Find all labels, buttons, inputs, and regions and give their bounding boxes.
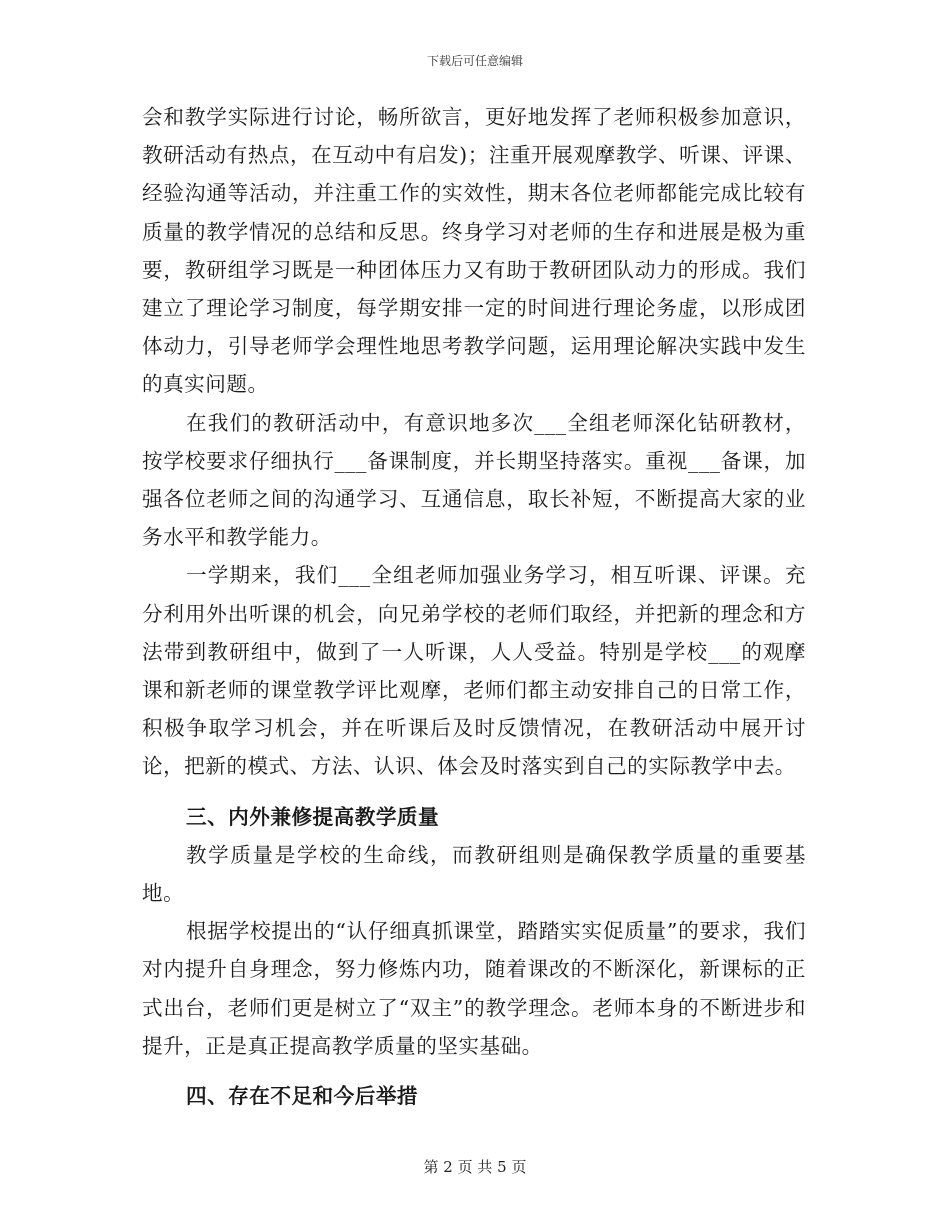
page-header: 下载后可任意编辑: [426, 54, 523, 68]
section-heading-quality: 三、内外兼修提高教学质量: [186, 804, 440, 829]
document-body: [142, 98, 806, 1115]
paragraph-semester-study: 一学期来，我们___全组老师加强业务学习，相互听课、评课。充分利用外出听课的机会，向兄弟学校的老师们取经，并把新的理念和方法带到教研组中，做到了一人听课，人人受益。特别是学校___的观摩课和新老师的课堂教学评比观摩，老师们都主动安排自己的日常工作，积极争取学习机会，并在听课后及时反馈情况，在教研活动中展开讨论，把新的模式、方法、认识、体会及时落实到自己的实际教学中去。: [142, 563, 806, 779]
paragraph-continued: 会和教学实际进行讨论，畅所欲言，更好地发挥了老师积极参加意识，教研活动有热点，在互动中有启发)；注重开展观摩教学、听课、评课、经验沟通等活动，并注重工作的实效性，期末各位老师都能完成比较有质量的教学情况的总结和反思。终身学习对老师的生存和进展是极为重要，教研组学习既是一种团体压力又有助于教研团队动力的形成。我们建立了理论学习制度，每学期安排一定的时间进行理论务虚，以形成团体动力，引导老师学会理性地思考教学问题，运用理论解决实践中发生的真实问题。: [142, 105, 806, 397]
paragraph-school-requirement: 根据学校提出的“认仔细真抓课堂，踏踏实实促质量”的要求，我们对内提升自身理念，努力修炼内功，随着课改的不断深化，新课标的正式出台，老师们更是树立了“双主”的教学理念。老师本身的不断进步和提升，正是真正提高教学质量的坚实基础。: [142, 919, 806, 1058]
paragraph-teaching-research: 在我们的教研活动中，有意识地多次___全组老师深化钻研教材，按学校要求仔细执行___备课制度，并长期坚持落实。重视___备课，加强各位老师之间的沟通学习、互通信息，取长补短，不断提高大家的业务水平和教学能力。: [142, 410, 806, 550]
page-number: 第 2 页 共 5 页: [423, 1158, 527, 1176]
paragraph-quality-lifeline: 教学质量是学校的生命线，而教研组则是确保教学质量的重要基地。: [142, 842, 806, 906]
section-heading-shortcomings: 四、存在不足和今后举措: [186, 1084, 419, 1109]
